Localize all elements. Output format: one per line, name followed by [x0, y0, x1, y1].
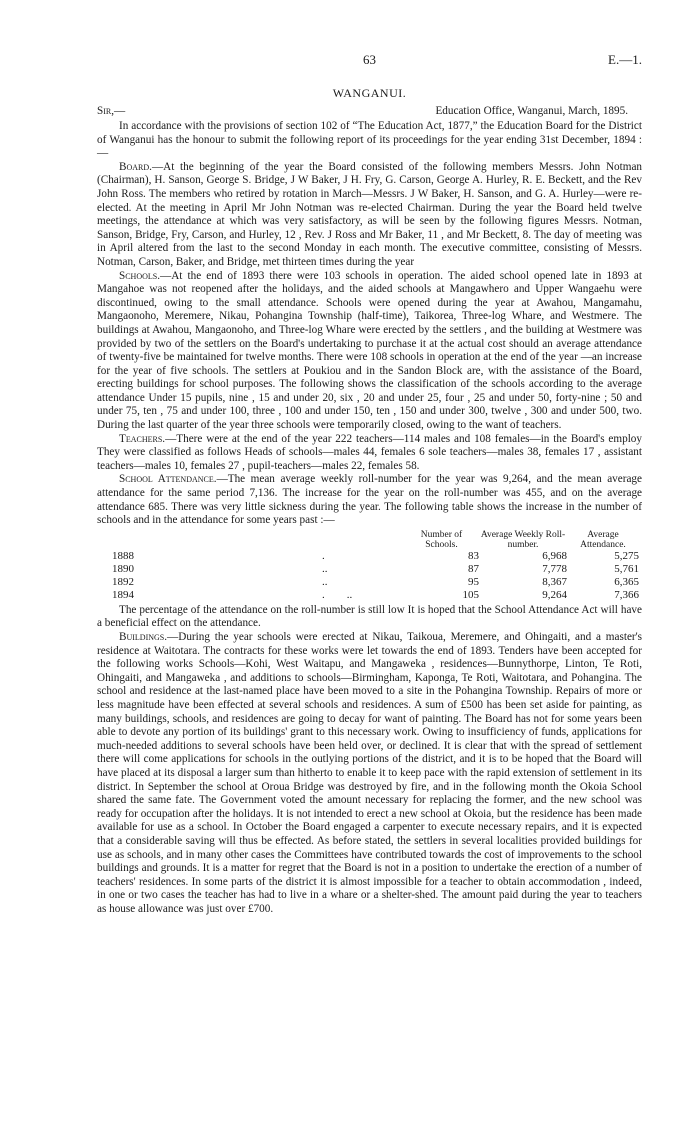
report-title: WANGANUI.	[332, 86, 407, 100]
page-number: 63	[363, 52, 376, 67]
table-row	[112, 563, 639, 576]
row-attendance: 7,366	[614, 588, 639, 601]
attendance-heading: School Attendance.	[119, 473, 217, 486]
row-year: 1894	[112, 588, 134, 601]
row-leader: ..	[322, 562, 328, 575]
row-schools: 95	[468, 575, 479, 588]
row-leader: . ..	[322, 588, 353, 601]
salutation: Sir,—	[97, 105, 126, 117]
salutation-line	[97, 105, 642, 120]
table-row	[112, 589, 639, 602]
table-row	[112, 576, 639, 589]
row-attendance: 5,761	[614, 562, 639, 575]
header-schools: Number of Schools.	[420, 529, 463, 550]
attendance-table	[112, 530, 639, 602]
buildings-text: —During the year schools were erected at Nikau, Taikoua, Meremere, and Ohingaiti, and a master's residence at Waitotara. The contracts for these works were let towards the end of 1893. Tenders have been accepted for the following works Schools—Kohi, West Waitapu, and Mangaweka , residences—Bunnythorpe, Linton, Te Roti, Ohingaiti, and Mangaweka , and additions to schools—Birmingham, Kaponga, Te Roti, Waitotara, and Pohangina. The school and residence at the last-named place have been moved to a site in the Pohangina Township. Repairs of more or less magnitude have been effected at several schools and residences. A sum of £500 has been set aside for painting, as many buildings, schools, and residences are going to decay for want of painting. The Board has not for some years been able to devote any portion of its buildings' grant to this necessary work. Owing to insufficiency of funds, applications for much-needed additions to several schools have been held over, or declined. It is clear that with the spread of settlement there will come applications for schools in the outlying portions of the district, and it is to be hoped that the Board will have placed at its disposal a larger sum than hitherto to enable it to keep pace with the rapid extension of settlement in its district. In September the school at Oroua Bridge was destroyed by fire, and in the following month the Okoia School shared the same fate. The Government voted the amount necessary for replacing the former, and the new school was ready for occupation after the holidays. It is not intended to erect a new school at Okoia, but the residence has been made available for use as a school. In October the Board engaged a carpenter to execute necessary repairs, and it is expected that a considerable saving will thus be effected. As before stated, the settlers in several localities provided buildings for use as schools, and in many other cases the Committees have contributed towards the cost of improvements to the school buildings and grounds. It is a matter for regret that the Board is not in a position to undertake the erection of a number of teachers' residences. In some parts of the district it is almost impossible for a teacher to obtain accommodation , indeed, in one or two cases the teacher has had to live in a whare or a shelter-shed. The amount paid during the year to teachers as house allowance was just over £700.	[97, 631, 642, 915]
teachers-text: —There were at the end of the year 222 teachers—114 males and 108 females—in the Board's employ They were classified as follows Heads of schools—males 44, females 6 sole teachers—males 38, females 17 , assistant teachers—males 10, females 27 , pupil-teachers—males 22, females 58.	[97, 432, 642, 472]
page-header	[97, 52, 642, 74]
attendance-text: —The mean average weekly roll-number for the year was 9,264, and the mean average attendance for the same period 7,136. The increase for the year on the roll-number was 455, and on the average attendance 685. There was very little sickness during the year. The following table shows the increase in the number of schools and in the attendance for some years past :—	[97, 473, 642, 527]
row-roll: 7,778	[542, 562, 567, 575]
board-heading: Board.	[119, 160, 152, 173]
table-row	[112, 550, 639, 563]
row-attendance: 6,365	[614, 575, 639, 588]
row-attendance: 5,275	[614, 549, 639, 562]
board-text: —At the beginning of the year the Board consisted of the following members Messrs. John Notman (Chairman), H. Sanson, George S. Bridge, J W Baker, J H. Fry, G. Carson, George A. Hurley, R. E. Beckett, and the Rev John Ross. The members who retired by rotation in March—Messrs. J W Baker, H. Sanson, and G. A. Hurley—were re-elected. At the meeting in April Mr John Notman was re-elected Chairman. During the year the Board held twelve meetings, the attendance at which was very satisfactory, as will be seen by the following figures Messrs. Notman, Sanson, Bridge, Fry, Carson, and Hurley, 12 , Rev. J Ross and Mr Baker, 11 , and Mr Beckett, 8. The day of meeting was in April altered from the last to the second Monday in each month. The executive committee, consisting of Messrs. Notman, Carson, Baker, and Bridge, met thirteen times during the year	[97, 160, 642, 268]
buildings-heading: Buildings.	[119, 631, 168, 643]
row-year: 1888	[112, 549, 134, 562]
row-schools: 83	[468, 549, 479, 562]
schools-paragraph	[97, 270, 642, 433]
row-leader: .	[322, 549, 325, 562]
row-schools: 87	[468, 562, 479, 575]
row-roll: 6,968	[542, 549, 567, 562]
teachers-heading: Teachers.	[119, 432, 166, 445]
row-leader: ..	[322, 575, 328, 588]
teachers-paragraph	[97, 433, 642, 474]
attendance-paragraph	[97, 473, 642, 527]
row-roll: 9,264	[542, 588, 567, 601]
header-roll: Average Weekly Roll-number.	[480, 529, 566, 550]
row-year: 1890	[112, 562, 134, 575]
row-roll: 8,367	[542, 575, 567, 588]
schools-text: —At the end of 1893 there were 103 schools in operation. The aided school opened late in 1893 at Mangahoe was not reopened after the holidays, and the aided schools at Mangawhero and Upper Wangaehu were discontinued, owing to the small attendance. Schools were opened during the year at Awahou, Mangamahu, Mangaonoho, Meremere, Nikau, Pohangina Township (half-time), Taikorea, Three-log Whare, and Westmere. The buildings at Awahou, Mangaonoho, and Three-log Whare were erected by the settlers , and the building at Westmere was provided by two of the settlers on the Board's undertaking to purchase it at the actual cost should an average attendance of twenty-five be maintained for twelve months. There were 108 schools in operation at the end of the year —an increase for the year of five schools. The settlers at Poukiou and in the Sandon Block are, with the assistance of the Board, erecting buildings for school purposes. The following shows the classification of the schools according to the average attendance Under 15 pupils, nine , 15 and under 20, six , 20 and under 25, four , 25 and under 50, forty-nine ; 50 and under 75, ten , 75 and under 100, three , 100 and under 150, ten , 150 and under 300, twelve , 300 and under 500, two. During the last quarter of the year three schools were temporarily closed, owing to the want of teachers.	[97, 269, 642, 432]
schools-heading: Schools.	[119, 269, 161, 282]
document-page	[97, 52, 642, 916]
header-attendance: Average Attendance.	[580, 529, 626, 550]
after-table-paragraph: The percentage of the attendance on the roll-number is still low It is hoped that the School Attendance Act will have a beneficial effect on the attendance.	[97, 603, 642, 630]
row-schools: 105	[462, 588, 479, 601]
document-reference: E.—1.	[608, 52, 642, 67]
dateline: Education Office, Wanganui, March, 1895.	[435, 105, 628, 117]
row-year: 1892	[112, 575, 134, 588]
board-paragraph	[97, 161, 642, 270]
table-header-row	[112, 530, 639, 550]
intro-paragraph: In accordance with the provisions of section 102 of “The Education Act, 1877,” the Education Board for the District of Wanganui has the honour to submit the following report of its proceedings for the year ending 31st December, 1894 :—	[97, 120, 642, 160]
buildings-paragraph	[97, 631, 642, 916]
